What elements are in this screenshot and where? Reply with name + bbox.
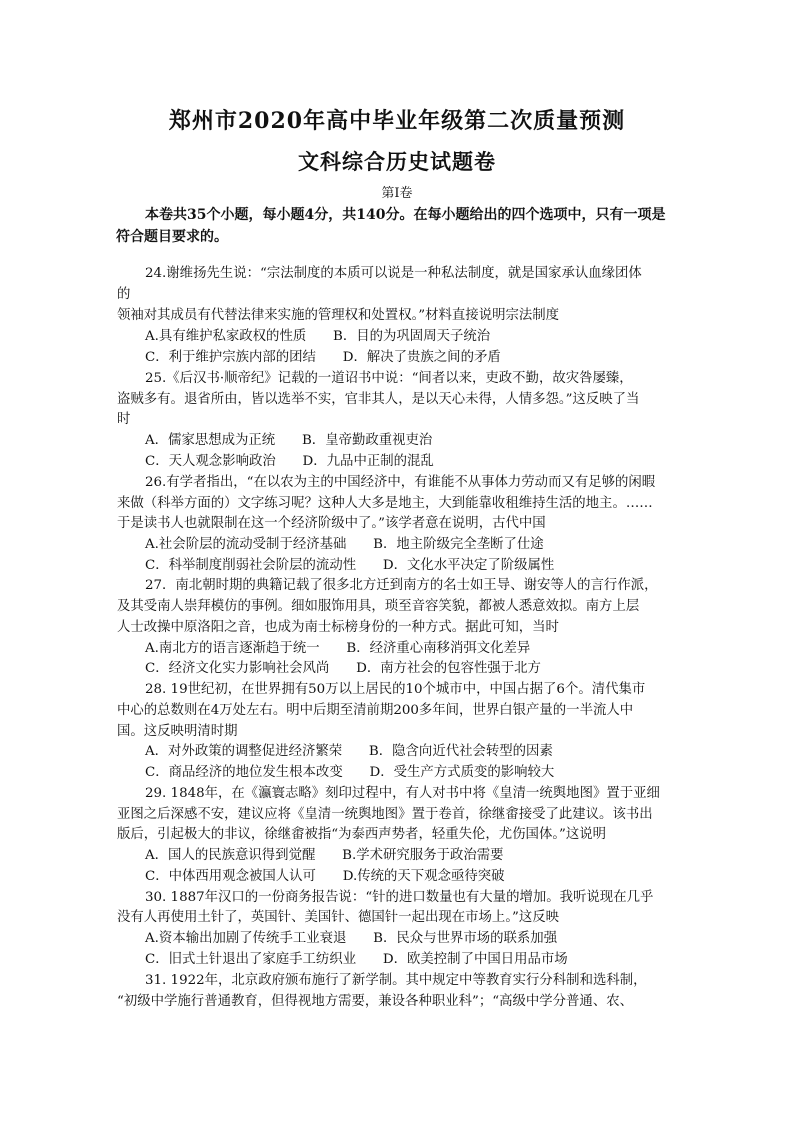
exam-subtitle: 文科综合历史试题卷: [298, 149, 496, 174]
q31-line-2: “初级中学施行普通教育，但得视地方需要，兼设各种职业科”；“高级中学分普通、农、: [117, 994, 633, 1009]
q31-line-1: 31. 1922年，北京政府颁布施行了新学制。其中规定中等教育实行分科制和选科制，: [145, 973, 647, 988]
q28-line-3: 国。这反映明清时期: [117, 724, 238, 739]
q25-line-1: 25.《后汉书·顺帝纪》记载的一道诏书中说：“间者以来，吏政不勤，故灾咎屡臻，: [145, 371, 633, 386]
q26-options-cd: C．科举制度削弱社会阶层的流动性 D．文化水平决定了阶级属性: [145, 558, 555, 573]
q25-options-ab: A．儒家思想成为正统 B．皇帝勤政重视吏治: [145, 433, 433, 448]
instructions-line-2: 符合题目要求的。: [116, 229, 228, 245]
q30-options-ab: A.资本输出加剧了传统手工业衰退 B．民众与世界市场的联系加强: [145, 931, 558, 946]
q25-line-3: 时: [117, 412, 131, 427]
q29-line-2: 亚图之后深感不安，建议应将《皇清一统舆地图》置于卷首，徐继畬接受了此建议。该书出: [117, 807, 653, 822]
q28-options-cd: C．商品经济的地位发生根本改变 D．受生产方式质变的影响较大: [145, 765, 555, 780]
q29-options-ab: A．国人的民族意识得到觉醒 B.学术研究服务于政治需要: [145, 848, 504, 863]
q28-line-1: 28. 19世纪初，在世界拥有50万以上居民的10个城市中，中国占据了6个。清代集市: [145, 682, 646, 697]
q27-options-cd: C．经济文化实力影响社会风尚 D．南方社会的包容性强于北方: [145, 661, 541, 676]
q25-line-2: 盗贼多有。退省所由，皆以选举不实，官非其人，是以天心未得，人情多怨。”这反映了当: [117, 392, 640, 407]
q27-line-3: 人士改操中原洛阳之音，也成为南士标榜身份的一种方式。据此可知，当时: [117, 620, 559, 635]
section-label: 第Ⅰ卷: [381, 186, 413, 201]
q25-options-cd: C．天人观念影响政治 D．九品中正制的混乱: [145, 454, 434, 469]
q30-line-2: 没有人再使用土针了，英国针、美国针、德国针一起出现在市场上。”这反映: [117, 910, 560, 925]
q29-line-3: 版后，引起极大的非议，徐继畬被指“为泰西声势者，轻重失伦，尤伤国体。”这说明: [117, 827, 607, 842]
q30-line-1: 30. 1887年汉口的一份商务报告说：“针的进口数量也有大量的增加。我听说现在几乎: [145, 890, 654, 905]
q28-line-2: 中心的总数则在4万处左右。明中后期至清前期200多年间，世界白银产量的一半流人中: [117, 703, 634, 718]
exam-title: 郑州市2020年高中毕业年级第二次质量预测: [168, 108, 626, 134]
q27-line-1: 27．南北朝时期的典籍记载了很多北方迁到南方的名士如王导、谢安等人的言行作派，: [145, 578, 658, 593]
q24-options-cd: C．利于维护宗族内部的团结 D．解决了贵族之间的矛盾: [145, 350, 501, 365]
q27-line-2: 及其受南人崇拜模仿的事例。细如服饰用具，琐至音容笑貌，都被人悉意效拟。南方上层: [117, 599, 640, 614]
q24-line-3: 领袖对其成员有代替法律来实施的管理权和处置权。”材料直接说明宗法制度: [117, 308, 560, 323]
q28-options-ab: A．对外政策的调整促进经济繁荣 B．隐含向近代社会转型的因素: [145, 744, 553, 759]
q30-options-cd: C．旧式土针退出了家庭手工纺织业 D．欧美控制了中国日用品市场: [145, 952, 568, 967]
q29-options-cd: C．中体西用观念被国人认可 D.传统的天下观念亟待突破: [145, 869, 505, 884]
q26-line-1: 26.有学者指出，“在以农为主的中国经济中，有谁能不从事体力劳动而又有足够的闲暇: [145, 475, 656, 490]
instructions-line-1: 本卷共35个小题，每小题4分，共140分。在每小题给出的四个选项中，只有一项是: [145, 207, 666, 223]
q26-options-ab: A.社会阶层的流动受制于经济基础 B．地主阶级完全垄断了仕途: [145, 537, 544, 552]
q26-line-2: 来做（科举方面的）文字练习呢？这种人大多是地主，大到能靠收租维持生活的地主。……: [117, 496, 653, 511]
q29-line-1: 29. 1848年，在《瀛寰志略》刻印过程中，有人对书中将《皇清一统舆地图》置于亚细: [145, 786, 660, 801]
q24-line-1: 24.谢维扬先生说：“宗法制度的本质可以说是一种私法制度，就是国家承认血缘团体: [145, 266, 642, 281]
q24-options-ab: A.具有维护私家政权的性质 B．目的为巩固周天子统治: [145, 329, 491, 344]
q27-options-ab: A.南北方的语言逐渐趋于统一 B．经济重心南移消弭文化差异: [145, 641, 531, 656]
q26-line-3: 于是读书人也就限制在这一个经济阶级中了。”该学者意在说明，古代中国: [117, 516, 546, 531]
q24-line-2: 的: [117, 287, 131, 302]
